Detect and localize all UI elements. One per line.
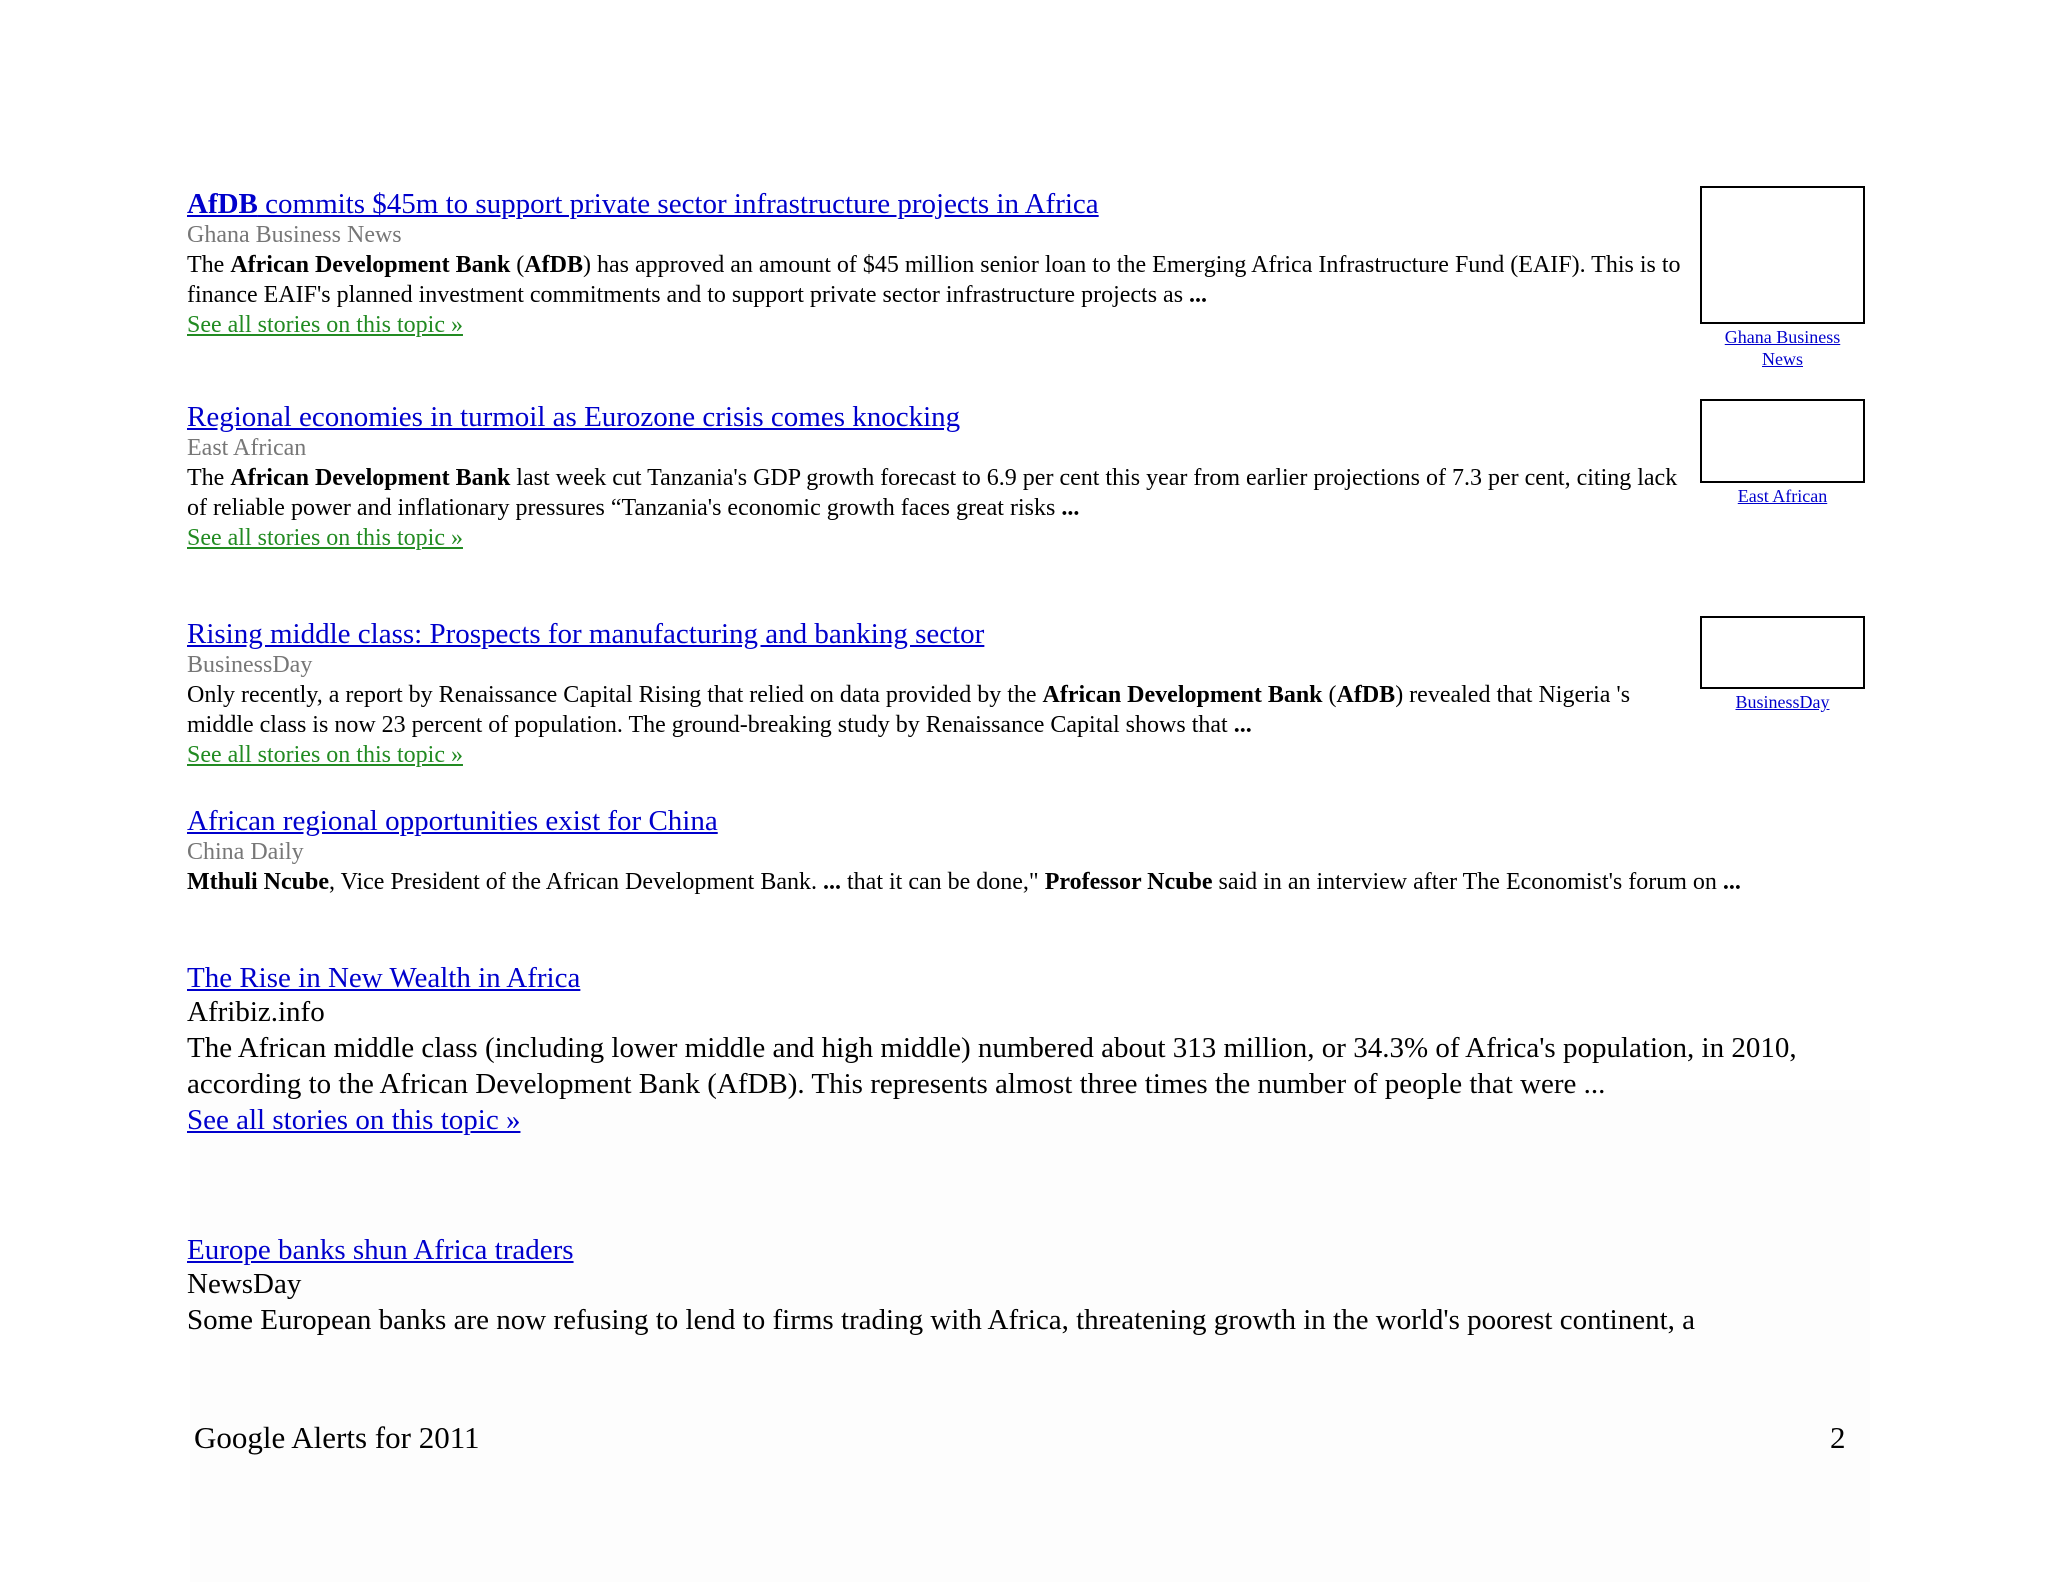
article-6-source: NewsDay <box>187 1268 302 1300</box>
article-4-headline[interactable]: African regional opportunities exist for China <box>187 805 718 837</box>
article-6-headline[interactable]: Europe banks shun Africa traders <box>187 1234 574 1266</box>
article-2-thumbnail-caption[interactable]: East African <box>1737 486 1828 506</box>
article-1-thumbnail[interactable] <box>1700 186 1865 370</box>
footer-title: Google Alerts for 2011 <box>194 1420 480 1455</box>
article-2-thumbnail[interactable] <box>1700 399 1865 507</box>
article-3-thumbnail[interactable] <box>1700 616 1865 713</box>
article-1-thumbnail-image[interactable] <box>1700 186 1865 324</box>
article-6 <box>187 1234 1887 1338</box>
article-5-headline[interactable]: The Rise in New Wealth in Africa <box>187 962 581 994</box>
article-1-source: Ghana Business News <box>187 222 402 248</box>
article-3-source: BusinessDay <box>187 652 313 678</box>
article-2-source: East African <box>187 435 307 461</box>
article-1-snippet: The African Development Bank (AfDB) has approved an amount of $45 million senior loan to the Emerging Africa Infrastructure Fund (EAIF). This is to finance EAIF's planned investment commitments and to support private sector infrastructure projects as ... <box>187 252 1681 308</box>
article-4-snippet: Mthuli Ncube, Vice President of the African Development Bank. ... that it can be done," Professor Ncube said in an interview after The Economist's forum on ... <box>187 869 1741 895</box>
article-3-thumbnail-caption[interactable]: BusinessDay <box>1735 692 1830 712</box>
article-5-source: Afribiz.info <box>187 996 325 1028</box>
article-2-snippet: The African Development Bank last week cut Tanzania's GDP growth forecast to 6.9 per cent this year from earlier projections of 7.3 per cent, citing lack of reliable power and inflationary pressures “Tanzania's economic growth faces great risks ... <box>187 465 1678 521</box>
article-4-source: China Daily <box>187 839 304 865</box>
article-3-see-all-link[interactable]: See all stories on this topic » <box>187 742 463 768</box>
article-6-snippet: Some European banks are now refusing to lend to firms trading with Africa, threatening growth in the world's poorest continent, a <box>187 1304 1696 1336</box>
article-1-headline[interactable]: AfDB commits $45m to support private sector infrastructure projects in Africa <box>187 188 1099 220</box>
article-2-see-all-link[interactable]: See all stories on this topic » <box>187 525 463 551</box>
article-2 <box>187 401 1697 553</box>
article-4 <box>187 805 1867 897</box>
article-5 <box>187 962 1887 1138</box>
article-2-thumbnail-image[interactable] <box>1700 399 1865 483</box>
article-5-see-all-link[interactable]: See all stories on this topic » <box>187 1104 521 1136</box>
article-1-thumbnail-caption[interactable]: Ghana Business News <box>1724 327 1841 369</box>
article-5-snippet: The African middle class (including lower middle and high middle) numbered about 313 million, or 34.3% of Africa's population, in 2010, according to the African Development Bank (AfDB). This represents almost three times the number of people that were ... <box>187 1032 1797 1100</box>
article-3-snippet: Only recently, a report by Renaissance Capital Rising that relied on data provided by the African Development Bank (AfDB) revealed that Nigeria 's middle class is now 23 percent of population. The ground-breaking study by Renaissance Capital shows that ... <box>187 682 1631 738</box>
article-1-see-all-link[interactable]: See all stories on this topic » <box>187 312 463 338</box>
article-3-thumbnail-image[interactable] <box>1700 616 1865 689</box>
article-2-headline[interactable]: Regional economies in turmoil as Eurozone crisis comes knocking <box>187 401 961 433</box>
article-1 <box>187 188 1697 340</box>
article-3 <box>187 618 1697 770</box>
article-3-headline[interactable]: Rising middle class: Prospects for manufacturing and banking sector <box>187 618 985 650</box>
page-number: 2 <box>1830 1420 1846 1455</box>
